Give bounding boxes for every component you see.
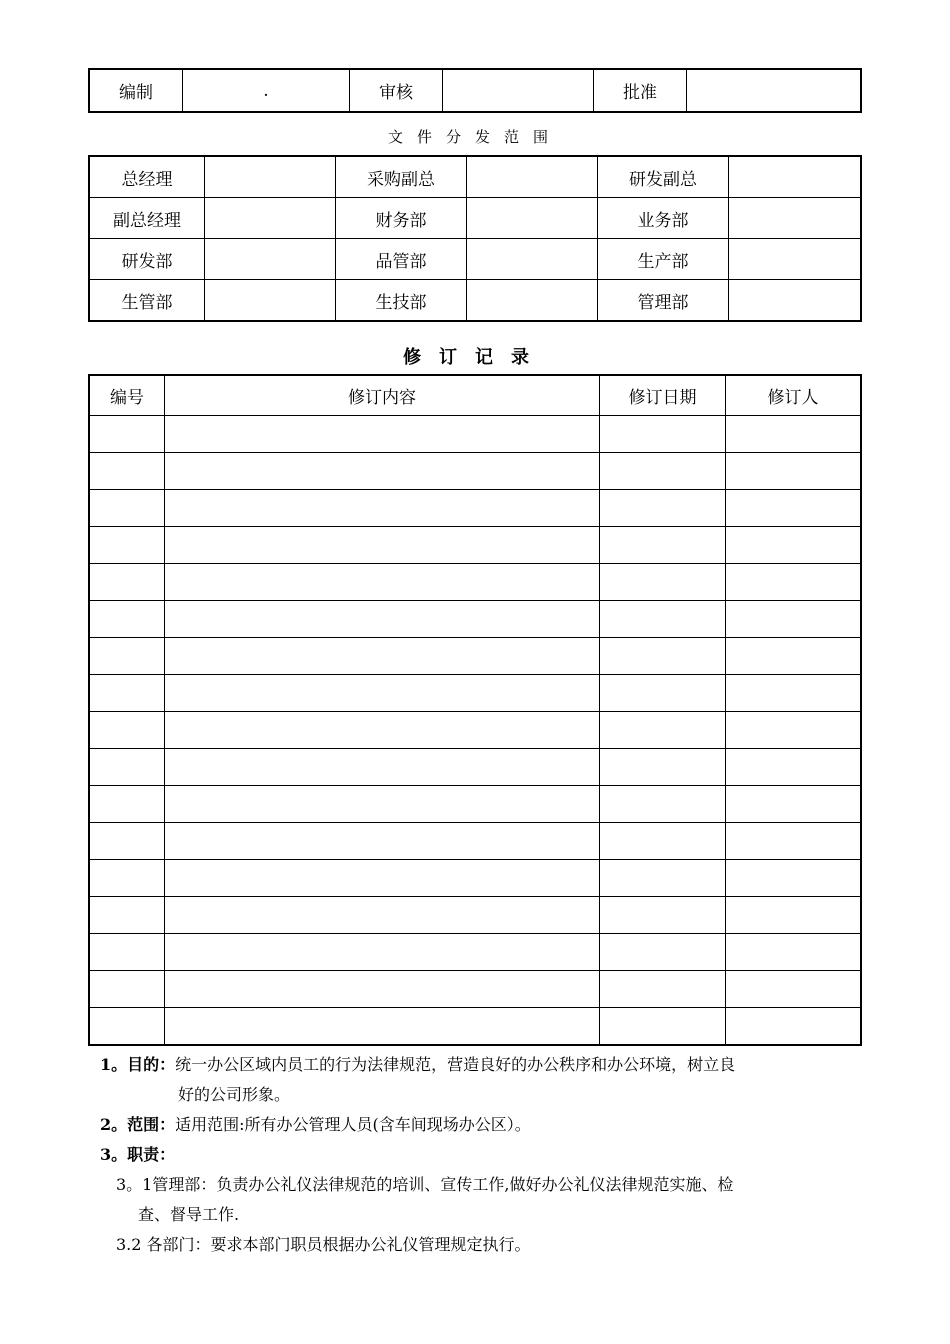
revision-row <box>89 749 861 786</box>
revision-reviser-cell[interactable] <box>726 934 862 971</box>
dept-label: 研发部 <box>89 239 205 280</box>
revision-number-cell[interactable] <box>89 786 165 823</box>
revision-number-cell[interactable] <box>89 490 165 527</box>
revision-date-cell[interactable] <box>600 971 726 1008</box>
dept-check[interactable] <box>205 280 336 322</box>
revision-date-cell[interactable] <box>600 934 726 971</box>
revision-date-cell[interactable] <box>600 453 726 490</box>
revision-content-cell[interactable] <box>165 712 600 749</box>
col-header-reviser: 修订人 <box>726 375 862 416</box>
dept-label: 采购副总 <box>336 156 467 198</box>
revision-reviser-cell[interactable] <box>726 601 862 638</box>
revision-reviser-cell[interactable] <box>726 712 862 749</box>
dept-label: 研发副总 <box>598 156 729 198</box>
dept-label: 生技部 <box>336 280 467 322</box>
revision-table <box>88 374 862 1046</box>
dept-check[interactable] <box>467 239 598 280</box>
revision-reviser-cell[interactable] <box>726 527 862 564</box>
dept-check[interactable] <box>729 198 862 239</box>
revision-content-cell[interactable] <box>165 823 600 860</box>
revision-date-cell[interactable] <box>600 490 726 527</box>
review-value[interactable] <box>443 69 594 112</box>
revision-row <box>89 823 861 860</box>
dept-label: 财务部 <box>336 198 467 239</box>
revision-row <box>89 971 861 1008</box>
revision-number-cell[interactable] <box>89 749 165 786</box>
revision-number-cell[interactable] <box>89 823 165 860</box>
revision-row <box>89 675 861 712</box>
revision-reviser-cell[interactable] <box>726 860 862 897</box>
revision-header-row <box>89 375 861 416</box>
revision-row <box>89 527 861 564</box>
duty-3-1-cont: 查、督导工作. <box>138 1205 240 1224</box>
revision-content-cell[interactable] <box>165 860 600 897</box>
section-purpose-cont: 好的公司形象。 <box>178 1085 291 1104</box>
dept-check[interactable] <box>729 239 862 280</box>
revision-content-cell[interactable] <box>165 971 600 1008</box>
dept-check[interactable] <box>467 198 598 239</box>
revision-number-cell[interactable] <box>89 416 165 453</box>
revision-content-cell[interactable] <box>165 1008 600 1046</box>
revision-content-cell[interactable] <box>165 490 600 527</box>
revision-title: 修订记录 <box>403 347 547 368</box>
revision-row <box>89 564 861 601</box>
dept-check[interactable] <box>205 198 336 239</box>
approval-table <box>88 68 862 113</box>
revision-date-cell[interactable] <box>600 601 726 638</box>
revision-date-cell[interactable] <box>600 638 726 675</box>
revision-content-cell[interactable] <box>165 675 600 712</box>
revision-date-cell[interactable] <box>600 897 726 934</box>
revision-reviser-cell[interactable] <box>726 749 862 786</box>
revision-date-cell[interactable] <box>600 1008 726 1046</box>
revision-row <box>89 1008 861 1046</box>
revision-content-cell[interactable] <box>165 527 600 564</box>
revision-reviser-cell[interactable] <box>726 1008 862 1046</box>
distribution-row <box>89 156 861 198</box>
revision-row <box>89 416 861 453</box>
revision-number-cell[interactable] <box>89 1008 165 1046</box>
revision-row <box>89 712 861 749</box>
section-scope <box>100 1110 860 1140</box>
col-header-content: 修订内容 <box>165 375 600 416</box>
revision-date-cell[interactable] <box>600 527 726 564</box>
dept-check[interactable] <box>729 280 862 322</box>
revision-content-cell[interactable] <box>165 749 600 786</box>
document-body <box>100 1050 860 1260</box>
revision-reviser-cell[interactable] <box>726 823 862 860</box>
compile-value[interactable]: . <box>183 69 350 112</box>
dept-label: 业务部 <box>598 198 729 239</box>
revision-reviser-cell[interactable] <box>726 638 862 675</box>
dept-label: 副总经理 <box>89 198 205 239</box>
distribution-title: 文件分发范围 <box>387 128 562 146</box>
revision-reviser-cell[interactable] <box>726 490 862 527</box>
distribution-row <box>89 198 861 239</box>
approve-value[interactable] <box>687 69 862 112</box>
revision-date-cell[interactable] <box>600 823 726 860</box>
revision-number-cell[interactable] <box>89 638 165 675</box>
revision-number-cell[interactable] <box>89 934 165 971</box>
dept-label: 品管部 <box>336 239 467 280</box>
revision-row <box>89 601 861 638</box>
revision-number-cell[interactable] <box>89 675 165 712</box>
duty-3-1: 3。1管理部：负责办公礼仪法律规范的培训、宣传工作,做好办公礼仪法律规范实施、检 <box>116 1175 734 1194</box>
section-scope-text: 适用范围:所有办公管理人员(含车间现场办公区）。 <box>175 1115 531 1134</box>
section-duties-label: 3。职责： <box>100 1145 176 1164</box>
revision-reviser-cell[interactable] <box>726 897 862 934</box>
revision-number-cell[interactable] <box>89 712 165 749</box>
revision-number-cell[interactable] <box>89 453 165 490</box>
review-label: 审核 <box>350 69 443 112</box>
dept-check[interactable] <box>729 156 862 198</box>
section-scope-label: 2。范围： <box>100 1115 176 1134</box>
revision-number-cell[interactable] <box>89 527 165 564</box>
dept-label: 总经理 <box>89 156 205 198</box>
revision-content-cell[interactable] <box>165 453 600 490</box>
revision-reviser-cell[interactable] <box>726 453 862 490</box>
revision-date-cell[interactable] <box>600 675 726 712</box>
revision-row <box>89 453 861 490</box>
revision-row <box>89 860 861 897</box>
section-purpose-text-1: 统一办公区域内员工的行为法律规范，营造良好的办公秩序和办公环境，树立良 <box>175 1055 736 1074</box>
revision-content-cell[interactable] <box>165 416 600 453</box>
revision-row <box>89 490 861 527</box>
revision-row <box>89 786 861 823</box>
revision-content-cell[interactable] <box>165 934 600 971</box>
dept-label: 生产部 <box>598 239 729 280</box>
dept-label: 生管部 <box>89 280 205 322</box>
distribution-row <box>89 239 861 280</box>
dept-check[interactable] <box>467 156 598 198</box>
revision-content-cell[interactable] <box>165 897 600 934</box>
revision-date-cell[interactable] <box>600 564 726 601</box>
approve-label: 批准 <box>594 69 687 112</box>
dept-label: 管理部 <box>598 280 729 322</box>
revision-row <box>89 934 861 971</box>
distribution-row <box>89 280 861 322</box>
revision-number-cell[interactable] <box>89 564 165 601</box>
revision-number-cell[interactable] <box>89 860 165 897</box>
dept-check[interactable] <box>205 156 336 198</box>
revision-reviser-cell[interactable] <box>726 675 862 712</box>
revision-number-cell[interactable] <box>89 601 165 638</box>
revision-content-cell[interactable] <box>165 601 600 638</box>
section-purpose-label: 1。目的： <box>100 1055 176 1074</box>
revision-content-cell[interactable] <box>165 786 600 823</box>
dept-check[interactable] <box>467 280 598 322</box>
revision-row <box>89 897 861 934</box>
distribution-table <box>88 155 862 322</box>
col-header-date: 修订日期 <box>600 375 726 416</box>
revision-number-cell[interactable] <box>89 897 165 934</box>
revision-date-cell[interactable] <box>600 712 726 749</box>
revision-date-cell[interactable] <box>600 786 726 823</box>
col-header-number: 编号 <box>89 375 165 416</box>
revision-date-cell[interactable] <box>600 749 726 786</box>
revision-row <box>89 638 861 675</box>
revision-date-cell[interactable] <box>600 860 726 897</box>
revision-content-cell[interactable] <box>165 564 600 601</box>
section-purpose <box>100 1050 860 1080</box>
revision-reviser-cell[interactable] <box>726 786 862 823</box>
compile-label: 编制 <box>89 69 183 112</box>
dept-check[interactable] <box>205 239 336 280</box>
duty-3-2: 3.2 各部门：要求本部门职员根据办公礼仪管理规定执行。 <box>116 1235 531 1254</box>
revision-number-cell[interactable] <box>89 971 165 1008</box>
revision-reviser-cell[interactable] <box>726 564 862 601</box>
revision-reviser-cell[interactable] <box>726 416 862 453</box>
revision-date-cell[interactable] <box>600 416 726 453</box>
revision-content-cell[interactable] <box>165 638 600 675</box>
revision-reviser-cell[interactable] <box>726 971 862 1008</box>
